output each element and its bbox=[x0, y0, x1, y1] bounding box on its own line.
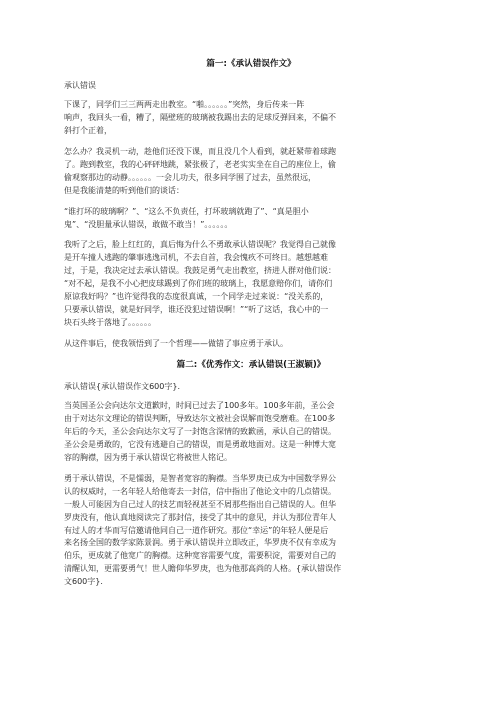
text-line: 当英国圣公会向达尔文道歉时，时间已过去了100多年。100多年前，圣公会 bbox=[64, 400, 335, 410]
article-one-paragraph-5 bbox=[64, 338, 438, 351]
text-line: 由于对达尔文理论的错误判断，导致达尔文被社会误解而饱受磨难。在100多 bbox=[64, 413, 336, 423]
text-line: 一般人可能因为自己过人的技艺而轻视甚至不屑那些指出自己错误的人。但华 bbox=[64, 499, 336, 509]
text-line: 原谅我好吗？”也许觉得我的态度很真诚，一个同学走过来说：“没关系的， bbox=[64, 292, 329, 302]
text-line: 只要承认错误，就是好同学，谁还没犯过错误啊！”“听了这话，我心中的一 bbox=[64, 305, 329, 315]
text-line: 了。跑到教室，我的心砰砰地跳，紧张极了，老老实实坐在自己的座位上，偷 bbox=[64, 159, 336, 169]
text-line: 清醒认知，更需要勇气！世人瞻仰华罗庚，也为他那高尚的人格。{承认错误作 bbox=[64, 564, 342, 574]
text-line: “谁打坏的玻璃啊？”、“这么不负责任，打坏玻璃就跑了”、“真是胆小 bbox=[64, 206, 309, 216]
article-two bbox=[64, 359, 438, 589]
text-line: 罗庚没有，他认真地阅读完了那封信，接受了其中的意见，并认为那位青年人 bbox=[64, 512, 336, 522]
article-one bbox=[64, 58, 438, 351]
text-line: 来名扬全国的数学家陈景润。勇于承认错误并立即改正，华罗庚不仅有幸成为 bbox=[64, 538, 336, 548]
text-line: 圣公会是勇敢的，它没有逃避自己的错误，而是勇敢地面对。这是一种博大宽 bbox=[64, 439, 336, 449]
text-line: 块石头终于落地了。。。。。。 bbox=[64, 318, 156, 328]
text-line: 过，于是，我决定过去承认错误。我鼓足勇气走出教室，挤进人群对他们说： bbox=[64, 266, 336, 276]
text-line: 下课了，同学们三三两两走出教室。“啪。。。。。。”突然，身后传来一阵 bbox=[64, 99, 305, 109]
text-line: 年后的今天，圣公会向达尔文写了一封饱含深情的致歉函，承认自己的错误。 bbox=[64, 426, 336, 436]
text-line: 怎么办？我灵机一动，趁他们还没下课，而且没几个人看到，就赶紧带着球跑 bbox=[64, 146, 336, 156]
text-line: 文600字}. bbox=[64, 577, 103, 587]
text-line: 认的权威时，一名年轻人给他寄去一封信，信中指出了他论文中的几点错误。 bbox=[64, 486, 336, 496]
text-line: 伯乐，更成就了他宽广的胸襟。这种宽容需要气度，需要积淀，需要对自己的 bbox=[64, 551, 336, 561]
text-line: 勇于承认错误，不是懦弱，是智者宽容的胸襟。当华罗庚已成为中国数学界公 bbox=[64, 473, 336, 483]
article-one-paragraph-3 bbox=[64, 206, 438, 232]
article-one-subtitle: 承认错误 bbox=[64, 80, 96, 90]
article-one-heading: 篇一:《承认错误作文》 bbox=[206, 59, 296, 69]
text-line: 是开车撞人逃跑的肇事逃逸司机，不去自首，我会愧疚不可终日。越想越难 bbox=[64, 253, 328, 263]
text-line: 响声，我回头一看，糟了，隔壁班的玻璃被我踢出去的足球反弹回来，不偏不 bbox=[64, 112, 336, 122]
article-one-paragraph-4 bbox=[64, 239, 438, 330]
text-line: 从这件事后，使我领悟到了一个哲理——做错了事应勇于承认。 bbox=[64, 339, 288, 349]
text-line: 有过人的才华而写信邀请他同自己一道作研究。那位“幸运”的年轻人便是后 bbox=[64, 525, 329, 535]
text-line: 容的胸襟，因为勇于承认错误它将被世人铭记。 bbox=[64, 452, 232, 462]
text-line: 鬼”、“没胆量承认错误，敢做不敢当！”。。。。。。 bbox=[64, 219, 233, 229]
article-one-paragraph-2 bbox=[64, 146, 438, 198]
article-two-paragraph-1 bbox=[64, 400, 438, 465]
text-line: 偷观察那边的动静。。。。。。一会儿功夫，很多同学围了过去，虽然很远， bbox=[64, 172, 316, 182]
article-one-paragraph-1 bbox=[64, 99, 438, 138]
text-line: 斜打个正着， bbox=[64, 125, 112, 135]
text-line: 我听了之后，脸上红红的，真后悔为什么不勇敢承认错误呢？我觉得自己就像 bbox=[64, 240, 336, 250]
article-two-subtitle: 承认错误{承认错误作文600字}. bbox=[64, 382, 180, 391]
text-line: 但是我能清楚的听到他们的谈话： bbox=[64, 185, 184, 195]
article-two-paragraph-2 bbox=[64, 473, 438, 590]
article-two-heading: 篇二:《优秀作文：承认错误(王淑颖)》 bbox=[176, 360, 326, 371]
text-line: “对不起，是我不小心把皮球踢到了你们班的玻璃上，我愿意赔你们，请你们 bbox=[64, 279, 333, 289]
